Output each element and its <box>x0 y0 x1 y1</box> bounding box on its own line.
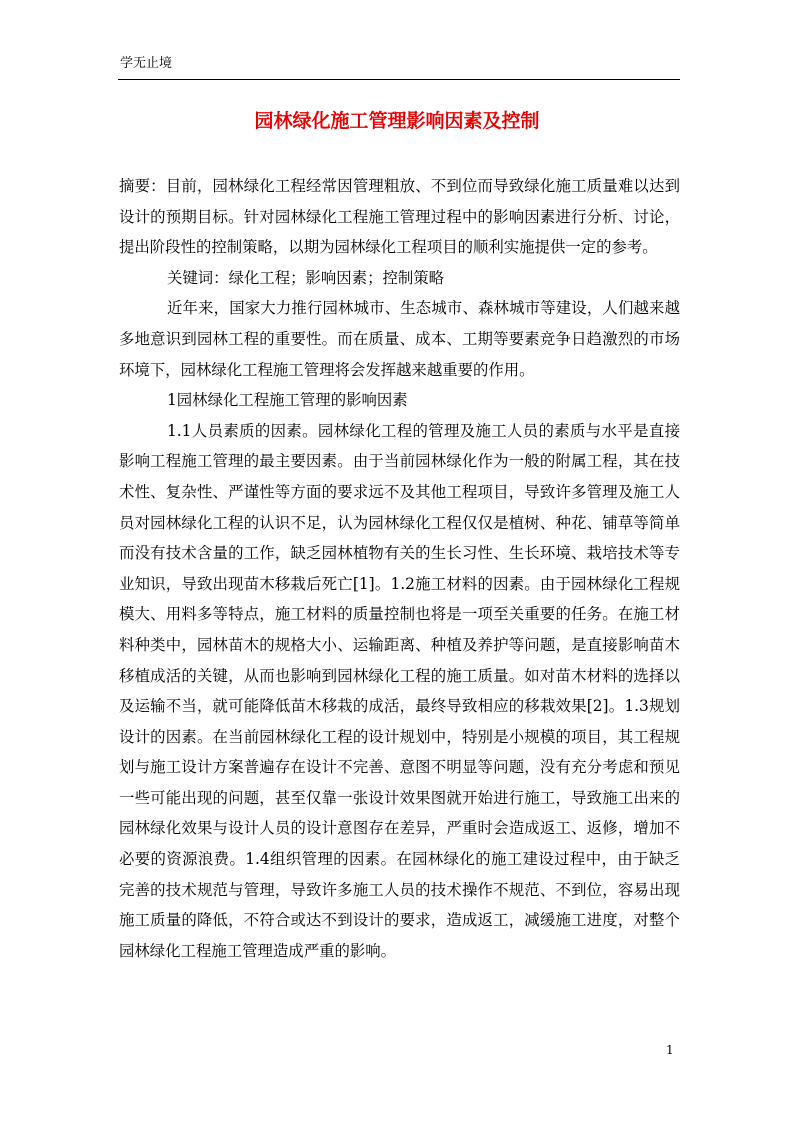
intro-paragraph: 近年来，国家大力推行园林城市、生态城市、森林城市等建设，人们越来越多地意识到园林工程的重要性。而在质量、成本、工期等要素竞争日趋激烈的市场环境下，园林绿化工程施工管理将会发挥越来越重要的作用。 <box>119 299 680 379</box>
document-title: 园林绿化施工管理影响因素及控制 <box>254 110 540 132</box>
keywords-paragraph: 关键词：绿化工程；影响因素；控制策略 <box>167 268 445 287</box>
page-number: 1 <box>666 1043 674 1057</box>
page-header: 学无止境 <box>120 56 173 71</box>
section-body-paragraph: 1.1人员素质的因素。园林绿化工程的管理及施工人员的素质与水平是直接影响工程施工管理的最主要因素。由于当前园林绿化作为一般的附属工程，其在技术性、复杂性、严谨性等方面的要求远不及其他工程项目，导致许多管理及施工人员对园林绿化工程的认识不足，认为园林绿化工程仅仅是植树、种花、铺草等简单而没有技术含量的工作，缺乏园林植物有关的生长习性、生长环境、栽培技术等专业知识，导致出现苗木移栽后死亡[1]。1.2施工材料的因素。由于园林绿化工程规模大、用料多等特点，施工材料的质量控制也将是一项至关重要的任务。在施工材料种类中，园林苗木的规格大小、运输距离、种植及养护等问题，是直接影响苗木移植成活的关键，从而也影响到园林绿化工程的施工质量。如对苗木材料的选择以及运输不当，就可能降低苗木移栽的成活，最终导致相应的移栽效果[2]。1.3规划设计的因素。在当前园林绿化工程的设计规划中，特别是小规模的项目，其工程规划与施工设计方案普遍存在设计不完善、意图不明显等问题，没有充分考虑和预见一些可能出现的问题，甚至仅靠一张设计效果图就开始进行施工，导致施工出来的园林绿化效果与设计人员的设计意图存在差异，严重时会造成返工、返修，增加不必要的资源浪费。1.4组织管理的因素。在园林绿化的施工建设过程中，由于缺乏完善的技术规范与管理，导致许多施工人员的技术操作不规范、不到位，容易出现施工质量的降低，不符合或达不到设计的要求，造成返工，减缓施工进度，对整个园林绿化工程施工管理造成严重的影响。 <box>119 421 680 960</box>
document-body <box>119 171 680 966</box>
abstract-paragraph: 摘要：目前，园林绿化工程经常因管理粗放、不到位而导致绿化施工质量难以达到设计的预期目标。针对园林绿化工程施工管理过程中的影响因素进行分析、讨论，提出阶段性的控制策略，以期为园林绿化工程项目的顺利实施提供一定的参考。 <box>119 177 680 257</box>
header-divider <box>118 79 680 80</box>
section-heading: 1园林绿化工程施工管理的影响因素 <box>167 391 408 410</box>
